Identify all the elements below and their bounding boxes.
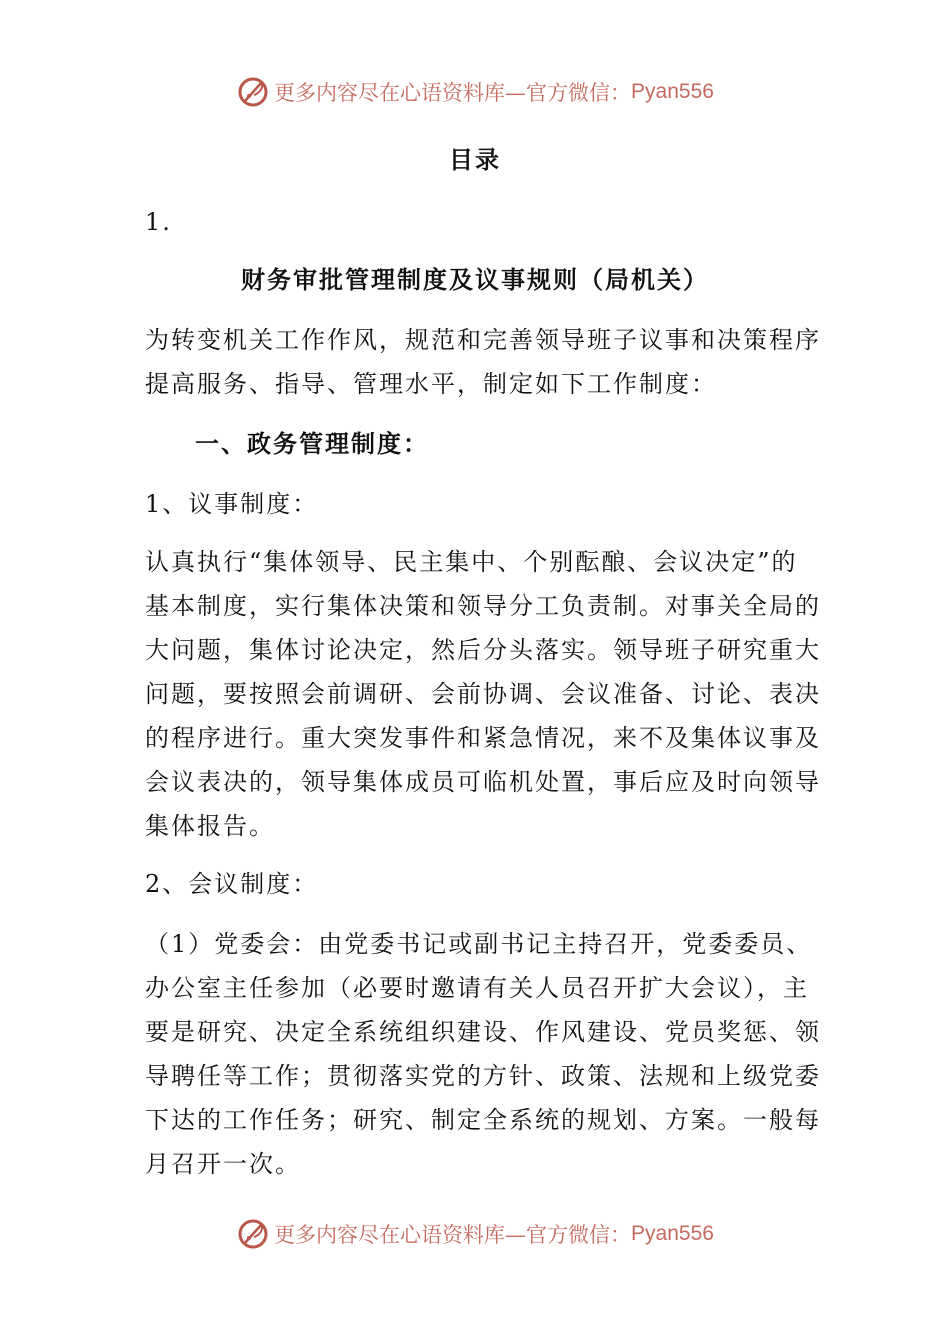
toc-item: 1.	[145, 208, 172, 236]
paragraph-line: 大问题，集体讨论决定，然后分头落实。领导班子研究重大	[145, 636, 821, 664]
paragraph-line: 要是研究、决定全系统组织建设、作风建设、党员奖惩、领	[145, 1018, 821, 1046]
paragraph-line: 问题，要按照会前调研、会前协调、会议准备、讨论、表决	[145, 680, 821, 708]
intro-line: 为转变机关工作作风，规范和完善领导班子议事和决策程序	[145, 326, 821, 354]
quill-logo-icon	[236, 75, 270, 109]
quill-logo-icon	[236, 1217, 270, 1251]
paragraph-line: 基本制度，实行集体决策和领导分工负责制。对事关全局的	[145, 592, 821, 620]
paragraph-line: 会议表决的，领导集体成员可临机处置，事后应及时向领导	[145, 768, 821, 796]
paragraph-line: （1）党委会：由党委书记或副书记主持召开，党委委员、	[145, 930, 813, 958]
paragraph-line: 下达的工作任务；研究、制定全系统的规划、方案。一般每	[145, 1106, 821, 1134]
document-title: 财务审批管理制度及议事规则（局机关）	[241, 265, 709, 294]
banner-handle: Pyan556	[631, 1222, 714, 1245]
item-heading: 1、议事制度：	[145, 490, 319, 518]
footer-banner	[0, 1214, 950, 1254]
banner-handle: Pyan556	[631, 80, 714, 103]
header-banner	[0, 72, 950, 112]
banner-text: 更多内容尽在心语资料库—官方微信：	[274, 81, 632, 105]
banner-text: 更多内容尽在心语资料库—官方微信：	[274, 1223, 632, 1247]
section-heading: 一、政务管理制度：	[195, 429, 429, 458]
item-heading: 2、会议制度：	[145, 870, 319, 898]
intro-line: 提高服务、指导、管理水平，制定如下工作制度：	[145, 370, 717, 398]
toc-title: 目录	[449, 145, 501, 174]
paragraph-line: 导聘任等工作；贯彻落实党的方针、政策、法规和上级党委	[145, 1062, 821, 1090]
paragraph-line: 的程序进行。重大突发事件和紧急情况，来不及集体议事及	[145, 724, 821, 752]
paragraph-line: 认真执行“集体领导、民主集中、个别酝酿、会议决定”的	[145, 548, 798, 576]
paragraph-line: 集体报告。	[145, 812, 275, 840]
paragraph-line: 办公室主任参加（必要时邀请有关人员召开扩大会议），主	[145, 974, 809, 1002]
paragraph-line: 月召开一次。	[145, 1150, 301, 1178]
